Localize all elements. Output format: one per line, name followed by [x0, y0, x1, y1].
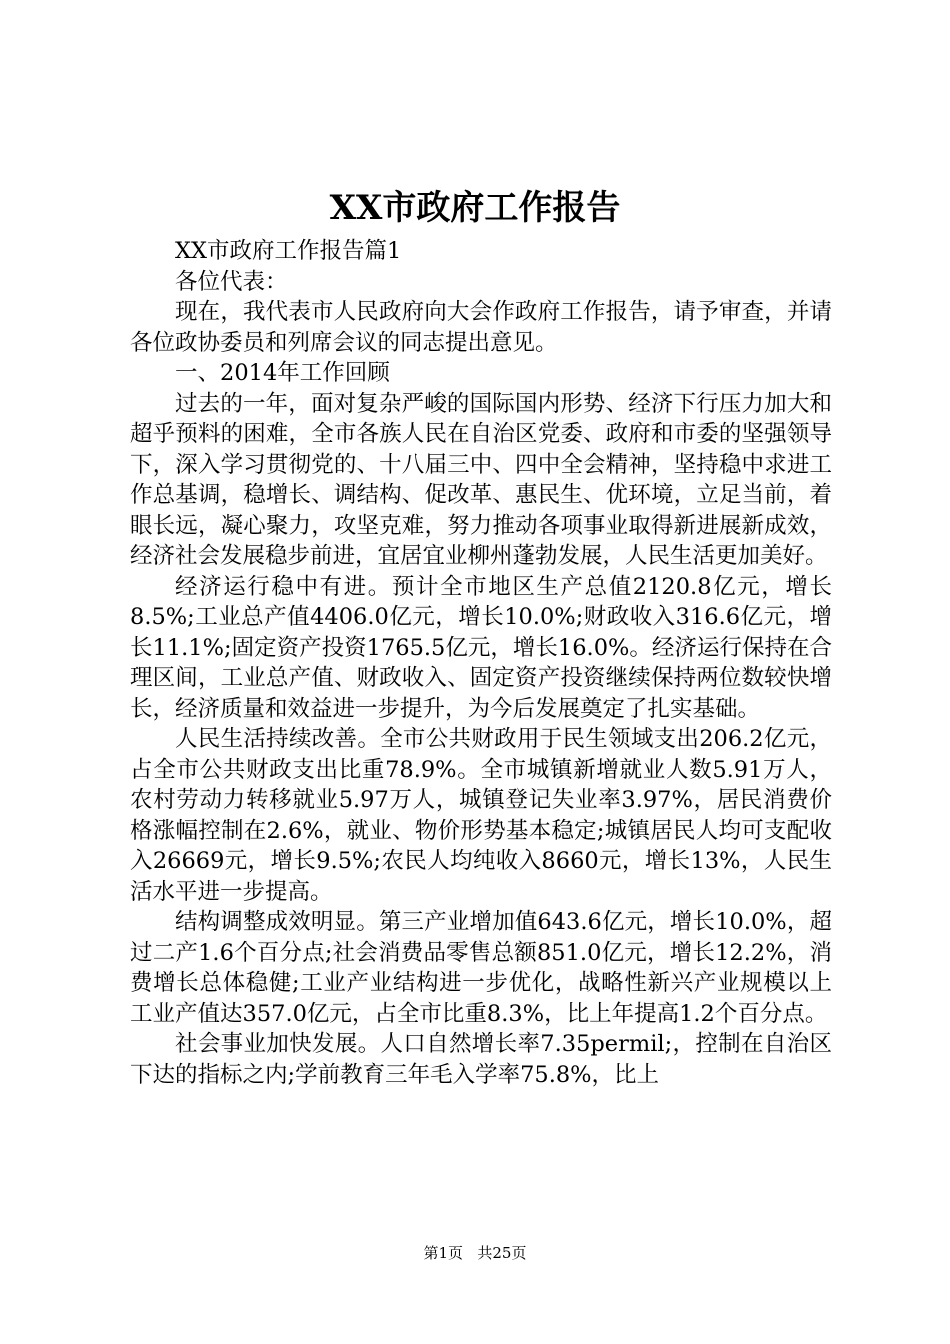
salutation: 各位代表： — [175, 268, 288, 295]
page-footer — [0, 1242, 950, 1264]
paragraph-structure: 结构调整成效明显。第三产业增加值643.6亿元，增长10.0%，超过二产1.6个百分点;社会消费品零售总额851.0亿元，增长12.2%，消费增长总体稳健;工业产业结构进一步优化，战略性新兴产业规模以上工业产值达357.0亿元，占全市比重8.3%，比上年提高1.2个百分点。 — [130, 909, 832, 1027]
document-title: XX市政府工作报告 — [329, 188, 621, 228]
section-subtitle: XX市政府工作报告篇1 — [175, 238, 402, 264]
paragraph-economy: 经济运行稳中有进。预计全市地区生产总值2120.8亿元，增长8.5%;工业总产值4406.0亿元，增长10.0%;财政收入316.6亿元，增长11.1%;固定资产投资1765.5亿元，增长16.0%。经济运行保持在合理区间，工业总产值、财政收入、固定资产投资继续保持两位数较快增长，经济质量和效益进一步提升，为今后发展奠定了扎实基础。 — [130, 573, 832, 722]
paragraph-review: 过去的一年，面对复杂严峻的国际国内形势、经济下行压力加大和超乎预料的困难，全市各族人民在自治区党委、政府和市委的坚强领导下，深入学习贯彻党的、十八届三中、四中全会精神，坚持稳中求进工作总基调，稳增长、调结构、促改革、惠民生、优环境，立足当前，着眼长远，凝心聚力，攻坚克难，努力推动各项事业取得新进展新成效，经济社会发展稳步前进，宜居宜业柳州蓬勃发展，人民生活更加美好。 — [130, 390, 832, 569]
section-heading: 一、2014年工作回顾 — [175, 360, 390, 386]
paragraph-intro: 现在，我代表市人民政府向大会作政府工作报告，请予审查，并请各位政协委员和列席会议的同志提出意见。 — [130, 299, 832, 356]
footer-spacer — [468, 1244, 473, 1262]
page-total: 共25页 — [477, 1244, 527, 1262]
page-number: 第1页 — [423, 1244, 464, 1262]
paragraph-livelihood: 人民生活持续改善。全市公共财政用于民生领域支出206.2亿元，占全市公共财政支出比重78.9%。全市城镇新增就业人数5.91万人，农村劳动力转移就业5.97万人，城镇登记失业率3.97%，居民消费价格涨幅控制在2.6%，就业、物价形势基本稳定;城镇居民人均可支配收入26669元，增长9.5%;农民人均纯收入8660元，增长13%，人民生活水平进一步提高。 — [130, 726, 832, 905]
document-body — [130, 236, 832, 1090]
paragraph-social: 社会事业加快发展。人口自然增长率7.35permil;，控制在自治区下达的指标之内;学前教育三年毛入学率75.8%，比上 — [130, 1031, 832, 1088]
